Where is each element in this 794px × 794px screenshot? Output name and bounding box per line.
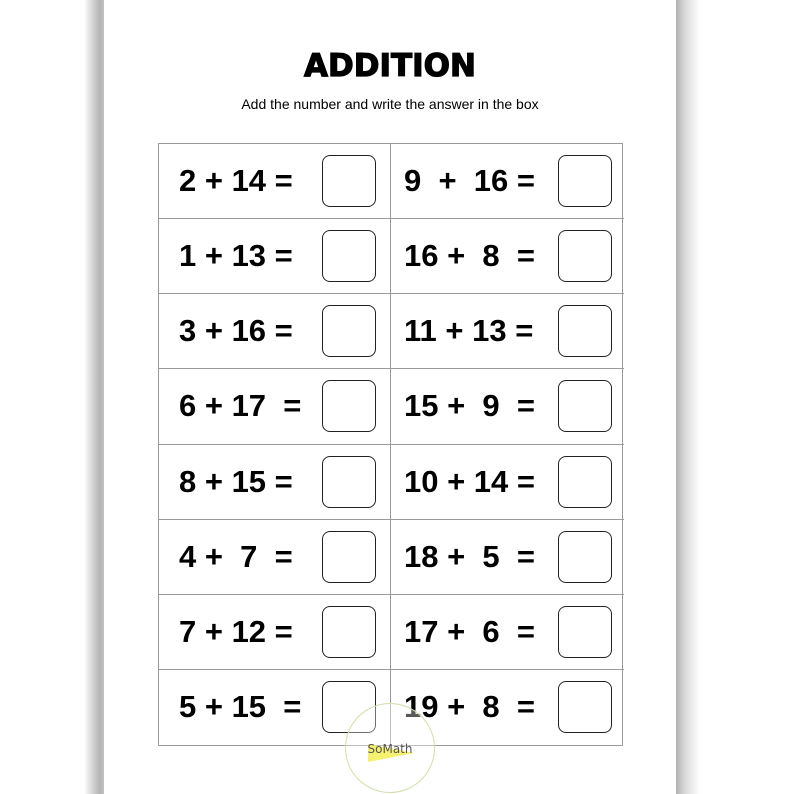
answer-box[interactable]: [322, 155, 376, 207]
equation-text: 10 + 14 =: [404, 463, 536, 499]
answer-box[interactable]: [558, 305, 612, 357]
equation-text: 2 + 14 =: [179, 163, 293, 199]
answer-box[interactable]: [322, 305, 376, 357]
answer-box[interactable]: [558, 681, 612, 733]
problem-cell: [391, 445, 624, 520]
equation-text: 17 + 6 =: [404, 613, 535, 649]
problem-cell: [159, 445, 391, 520]
answer-box[interactable]: [558, 380, 612, 432]
answer-box[interactable]: [322, 606, 376, 658]
answer-box[interactable]: [558, 155, 612, 207]
worksheet-instructions: Add the number and write the answer in the box: [241, 96, 539, 112]
problem-cell: [159, 520, 391, 595]
equation-text: 18 + 5 =: [404, 538, 535, 574]
problem-cell: [391, 520, 624, 595]
problem-grid: [158, 143, 623, 746]
equation-text: 5 + 15 =: [179, 689, 302, 725]
problem-cell: [159, 219, 391, 294]
worksheet-title: ADDITION: [304, 48, 476, 84]
answer-box[interactable]: [322, 531, 376, 583]
answer-box[interactable]: [322, 230, 376, 282]
page-shadow-right: [676, 0, 700, 794]
problem-cell: [159, 595, 391, 670]
equation-text: 3 + 16 =: [179, 313, 293, 349]
problem-cell: [391, 144, 624, 219]
worksheet-page: [104, 0, 676, 794]
equation-text: 11 + 13 =: [404, 313, 534, 349]
equation-text: 8 + 15 =: [179, 463, 293, 499]
equation-text: 16 + 8 =: [404, 238, 535, 274]
equation-text: 15 + 9 =: [404, 388, 535, 424]
problem-cell: [391, 595, 624, 670]
answer-box[interactable]: [558, 230, 612, 282]
answer-box[interactable]: [558, 606, 612, 658]
answer-box[interactable]: [322, 456, 376, 508]
problem-cell: [159, 144, 391, 219]
watermark-text: SoMath: [367, 742, 413, 756]
equation-text: 6 + 17 =: [179, 388, 302, 424]
watermark-logo: [345, 703, 435, 793]
page-shadow-left: [84, 0, 106, 794]
equation-text: 1 + 13 =: [179, 238, 293, 274]
problem-cell: [391, 219, 624, 294]
problem-cell: [159, 294, 391, 369]
problem-cell: [159, 369, 391, 444]
equation-text: 4 + 7 =: [179, 538, 293, 574]
answer-box[interactable]: [322, 380, 376, 432]
problem-cell: [391, 369, 624, 444]
answer-box[interactable]: [558, 531, 612, 583]
equation-text: 19 + 8 =: [404, 689, 535, 725]
answer-box[interactable]: [558, 456, 612, 508]
problem-cell: [391, 294, 624, 369]
equation-text: 9 + 16 =: [404, 163, 535, 199]
equation-text: 7 + 12 =: [179, 613, 293, 649]
